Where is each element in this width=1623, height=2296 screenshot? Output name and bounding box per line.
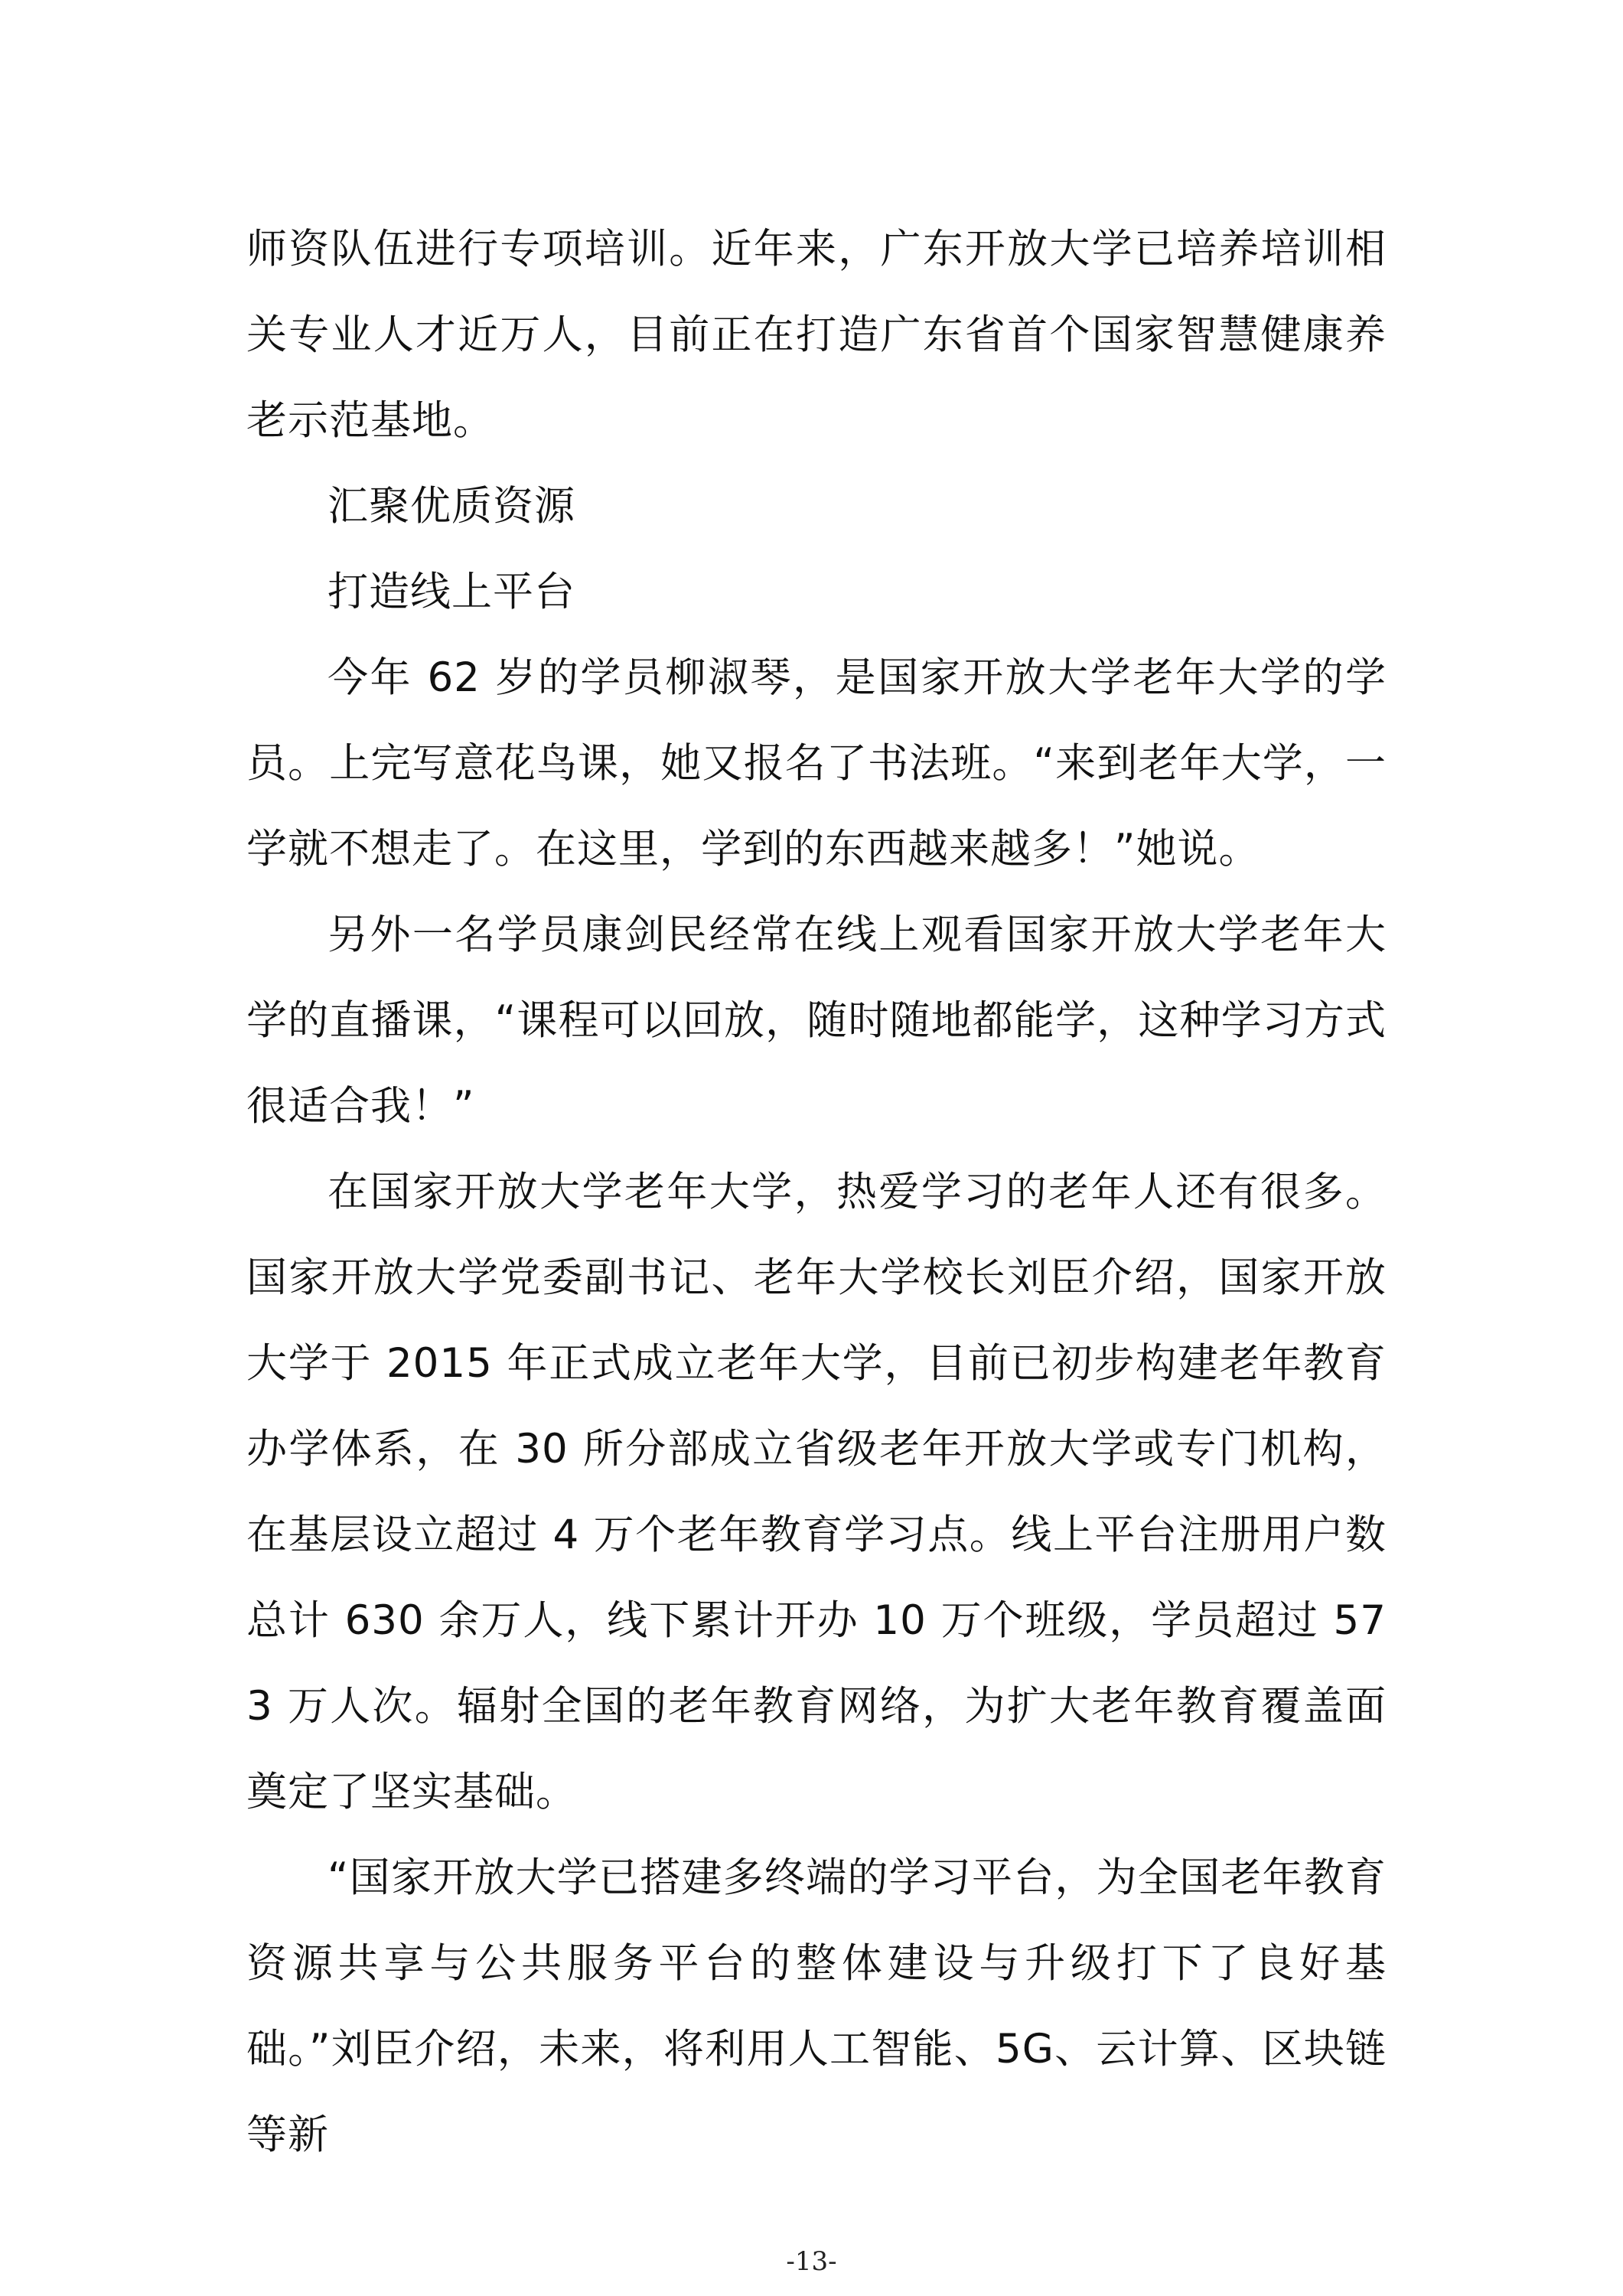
- paragraph-5: “国家开放大学已搭建多终端的学习平台，为全国老年教育资源共享与公共服务平台的整体建设与升级打下了良好基础。”刘臣介绍，未来，将利用人工智能、5G、云计算、区块链等新: [246, 1854, 1387, 2158]
- section-heading-line-1: 汇聚优质资源: [328, 483, 575, 530]
- paragraph-1: 师资队伍进行专项培训。近年来，广东开放大学已培养培训相关专业人才近万人，目前正在打造广东省首个国家智慧健康养老示范基地。: [246, 226, 1387, 444]
- paragraph-2: 今年 62 岁的学员柳淑琴，是国家开放大学老年大学的学员。上完写意花鸟课，她又报名了书法班。“来到老年大学，一学就不想走了。在这里，学到的东西越来越多！”她说。: [246, 654, 1387, 872]
- paragraph-3: 另外一名学员康剑民经常在线上观看国家开放大学老年大学的直播课，“课程可以回放，随时随地都能学，这种学习方式很适合我！”: [246, 912, 1387, 1130]
- body-text: [246, 207, 1387, 2178]
- section-heading-line-2: 打造线上平台: [328, 569, 575, 615]
- page-number: -13-: [786, 2246, 837, 2277]
- paragraph-4: 在国家开放大学老年大学，热爱学习的老年人还有很多。国家开放大学党委副书记、老年大学校长刘臣介绍，国家开放大学于 2015 年正式成立老年大学，目前已初步构建老年教育办学体系，在 30 所分部成立省级老年开放大学或专门机构，在基层设立超过 4 万个老年教育学习点。线上平台注册用户数总计 630 余万人，线下累计开办 10 万个班级，学员超过 573 万人次。辐射全国的老年教育网络，为扩大老年教育覆盖面奠定了坚实基础。: [246, 1169, 1387, 1815]
